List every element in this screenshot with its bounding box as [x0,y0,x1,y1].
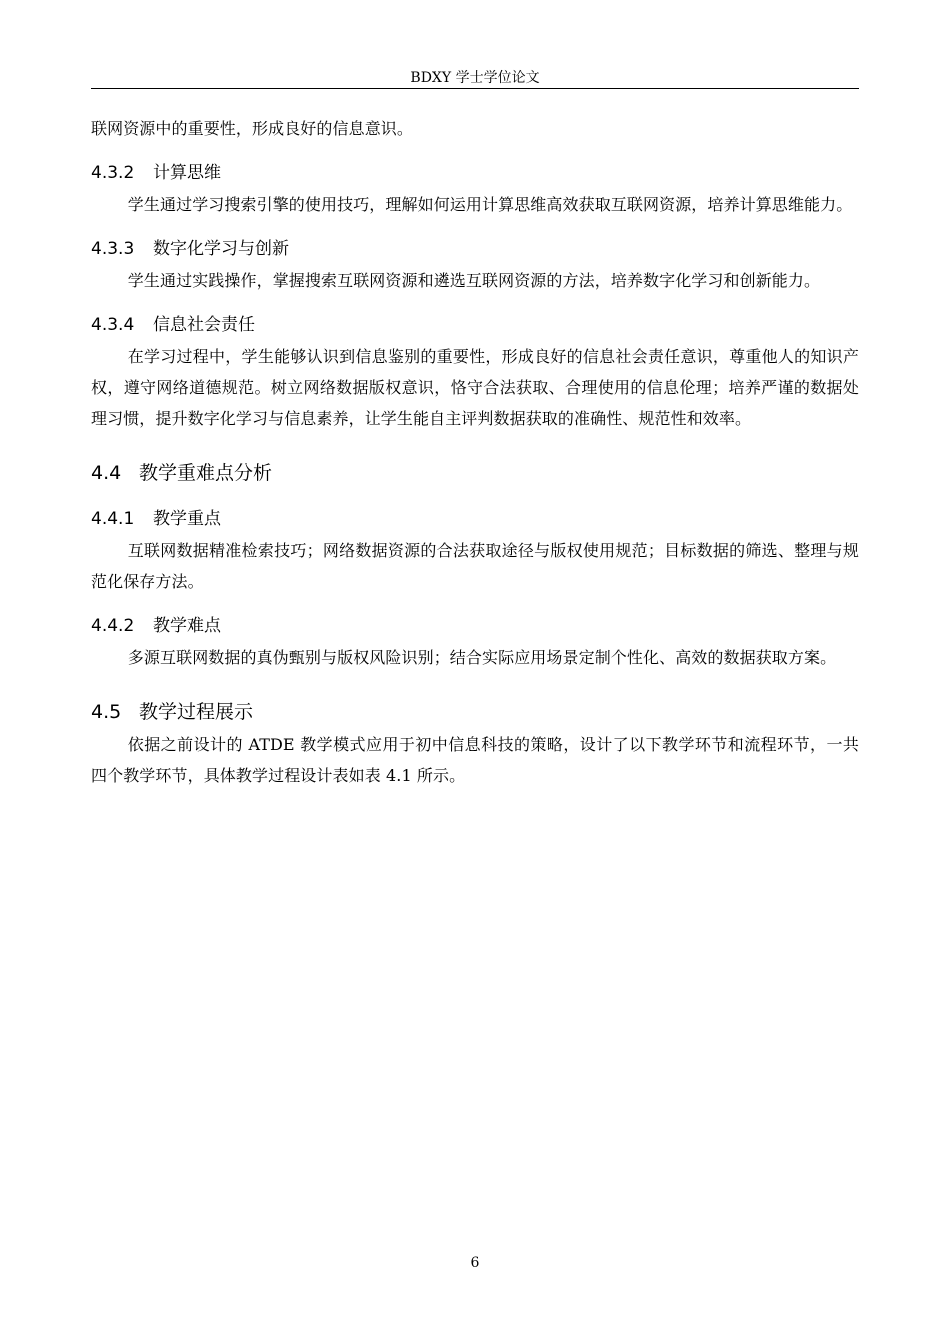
heading-number: 4.4.1 [91,509,135,529]
paragraph-4-3-2: 学生通过学习搜索引擎的使用技巧，理解如何运用计算思维高效获取互联网资源，培养计算思维能力。 [127,195,853,214]
paragraph-4-3-3: 学生通过实践操作，掌握搜索互联网资源和遴选互联网资源的方法，培养数字化学习和创新能力。 [127,271,821,290]
heading-4-3-2 [91,158,859,189]
heading-number: 4.3.4 [91,315,135,335]
page-body [91,113,859,791]
heading-title: 信息社会责任 [153,315,255,335]
header-rule [91,88,859,89]
heading-4-4 [91,456,859,490]
heading-number: 4.3.2 [91,163,135,183]
heading-4-4-2 [91,611,859,642]
page-number: 6 [470,1255,480,1271]
heading-title: 教学难点 [153,616,221,636]
heading-title: 教学重难点分析 [139,462,273,484]
running-header: BDXY 学士学位论文 [410,70,540,86]
heading-4-3-4 [91,310,859,341]
heading-number: 4.4.2 [91,616,135,636]
paragraph-4-3-4: 在学习过程中，学生能够认识到信息鉴别的重要性，形成良好的信息社会责任意识，尊重他人的知识产权，遵守网络道德规范。树立网络数据版权意识，恪守合法获取、合理使用的信息伦理；培养严谨的数据处理习惯，提升数字化学习与信息素养，让学生能自主评判数据获取的准确性、规范性和效率。 [91,347,859,428]
heading-title: 教学过程展示 [139,701,254,723]
heading-title: 教学重点 [153,509,221,529]
paragraph-4-4-1: 互联网数据精准检索技巧；网络数据资源的合法获取途径与版权使用规范；目标数据的筛选、整理与规范化保存方法。 [91,541,859,591]
heading-number: 4.5 [91,701,122,723]
heading-title: 数字化学习与创新 [153,239,289,259]
heading-4-4-1 [91,504,859,535]
heading-number: 4.4 [91,462,122,484]
heading-4-3-3 [91,234,859,265]
heading-4-5 [91,695,859,729]
continued-paragraph: 联网资源中的重要性，形成良好的信息意识。 [91,119,414,138]
paragraph-4-5: 依据之前设计的 ATDE 教学模式应用于初中信息科技的策略，设计了以下教学环节和流程环节，一共四个教学环节，具体教学过程设计表如表 4.1 所示。 [91,735,859,785]
heading-number: 4.3.3 [91,239,135,259]
paragraph-4-4-2: 多源互联网数据的真伪甄别与版权风险识别；结合实际应用场景定制个性化、高效的数据获取方案。 [127,648,837,667]
heading-title: 计算思维 [153,163,221,183]
